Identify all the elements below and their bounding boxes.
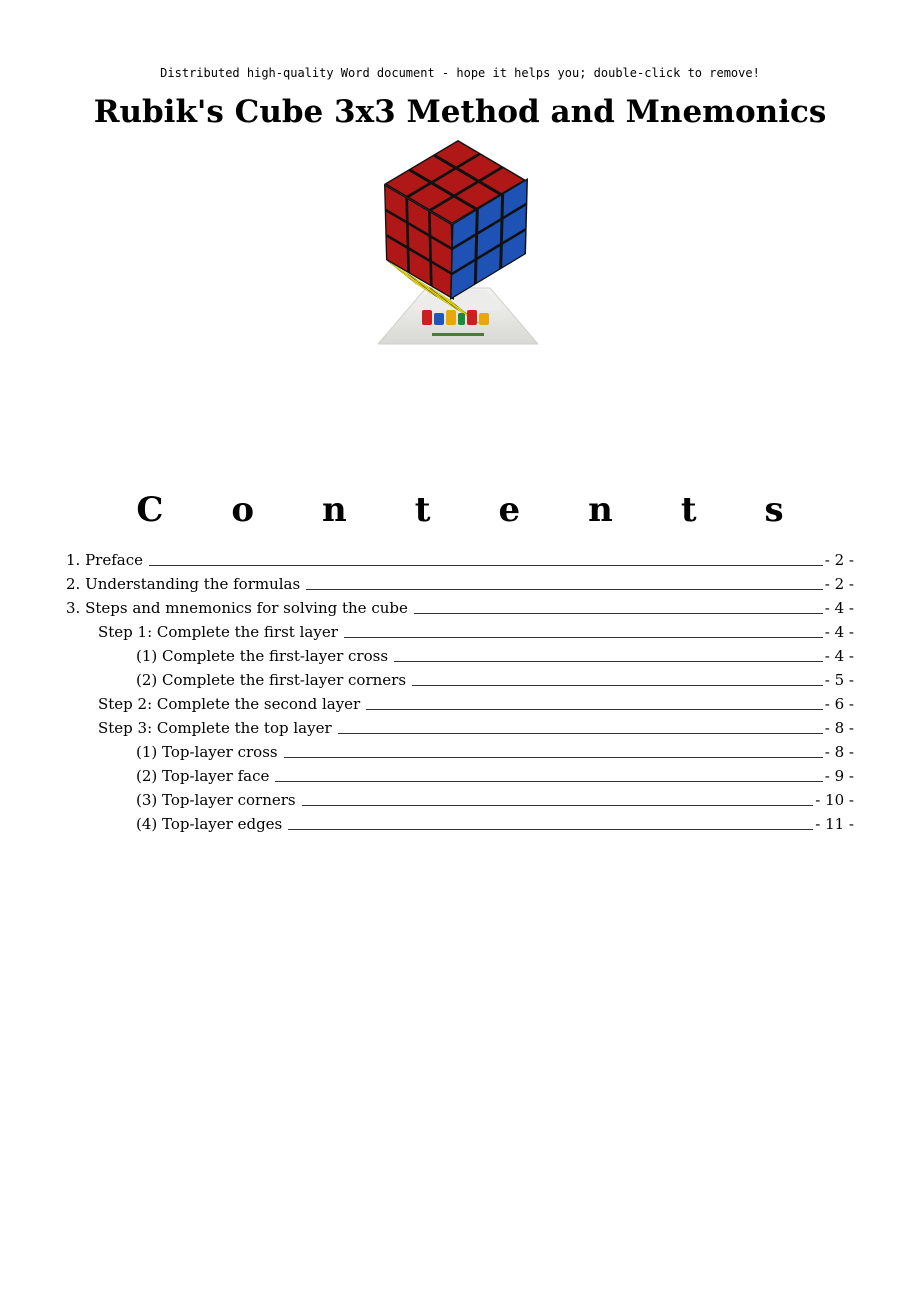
toc-page-number: - 4 -	[824, 599, 854, 617]
document-title: Rubik's Cube 3x3 Method and Mnemonics	[93, 94, 827, 130]
toc-entry[interactable]	[0, 570, 920, 594]
toc-entry-label: (2) Top-layer face	[136, 767, 270, 785]
toc-page-number: - 8 -	[824, 743, 854, 761]
toc-entry[interactable]	[0, 762, 920, 786]
table-of-contents	[0, 546, 920, 834]
toc-leader-line	[412, 684, 823, 686]
logo-letter-i	[458, 313, 465, 325]
logo-letter-k	[467, 310, 477, 325]
toc-page-number: - 10 -	[815, 791, 854, 809]
toc-page-number: - 9 -	[824, 767, 854, 785]
toc-entry-label: (4) Top-layer edges	[136, 815, 283, 833]
toc-entry-label: (1) Complete the first-layer cross	[136, 647, 389, 665]
toc-leader-line	[338, 732, 823, 734]
toc-page-number: - 11 -	[815, 815, 854, 833]
rubiks-url-mark	[432, 333, 484, 336]
rubiks-cube-image	[378, 138, 538, 348]
toc-entry-label: (3) Top-layer corners	[136, 791, 296, 809]
toc-leader-line	[414, 612, 823, 614]
toc-entry[interactable]	[0, 714, 920, 738]
toc-entry-label: (2) Complete the first-layer corners	[136, 671, 407, 689]
toc-page-number: - 2 -	[824, 575, 854, 593]
toc-entry[interactable]	[0, 810, 920, 834]
toc-entry[interactable]	[0, 690, 920, 714]
logo-letter-r	[422, 310, 432, 325]
toc-entry[interactable]	[0, 618, 920, 642]
toc-entry[interactable]	[0, 546, 920, 570]
toc-page-number: - 4 -	[824, 647, 854, 665]
toc-leader-line	[394, 660, 823, 662]
toc-entry-label: Step 2: Complete the second layer	[98, 695, 361, 713]
toc-leader-line	[284, 756, 823, 758]
toc-leader-line	[275, 780, 822, 782]
toc-leader-line	[306, 588, 823, 590]
toc-entry[interactable]	[0, 594, 920, 618]
toc-entry[interactable]	[0, 642, 920, 666]
toc-entry-label: Step 1: Complete the first layer	[98, 623, 338, 641]
toc-entry-label: (1) Top-layer cross	[136, 743, 278, 761]
toc-leader-line	[344, 636, 823, 638]
toc-entry-label: 1. Preface	[66, 551, 143, 569]
toc-page-number: - 6 -	[824, 695, 854, 713]
toc-page-number: - 2 -	[824, 551, 854, 569]
toc-entry-label: 2. Understanding the formulas	[66, 575, 301, 593]
toc-leader-line	[366, 708, 823, 710]
toc-entry[interactable]	[0, 738, 920, 762]
toc-page-number: - 5 -	[824, 671, 854, 689]
logo-letter-u	[434, 313, 444, 325]
toc-leader-line	[149, 564, 823, 566]
toc-entry-label: 3. Steps and mnemonics for solving the cube	[66, 599, 408, 617]
toc-heading: Contents	[136, 490, 852, 530]
toc-page-number: - 8 -	[824, 719, 854, 737]
toc-leader-line	[302, 804, 814, 806]
logo-letter-b	[446, 310, 456, 325]
toc-page-number: - 4 -	[824, 623, 854, 641]
toc-entry[interactable]	[0, 666, 920, 690]
toc-leader-line	[288, 828, 813, 830]
logo-letter-s	[479, 313, 489, 325]
toc-entry-label: Step 3: Complete the top layer	[98, 719, 332, 737]
toc-entry[interactable]	[0, 786, 920, 810]
header-note: Distributed high-quality Word document - hope it helps you; double-click to remove!	[160, 66, 760, 80]
